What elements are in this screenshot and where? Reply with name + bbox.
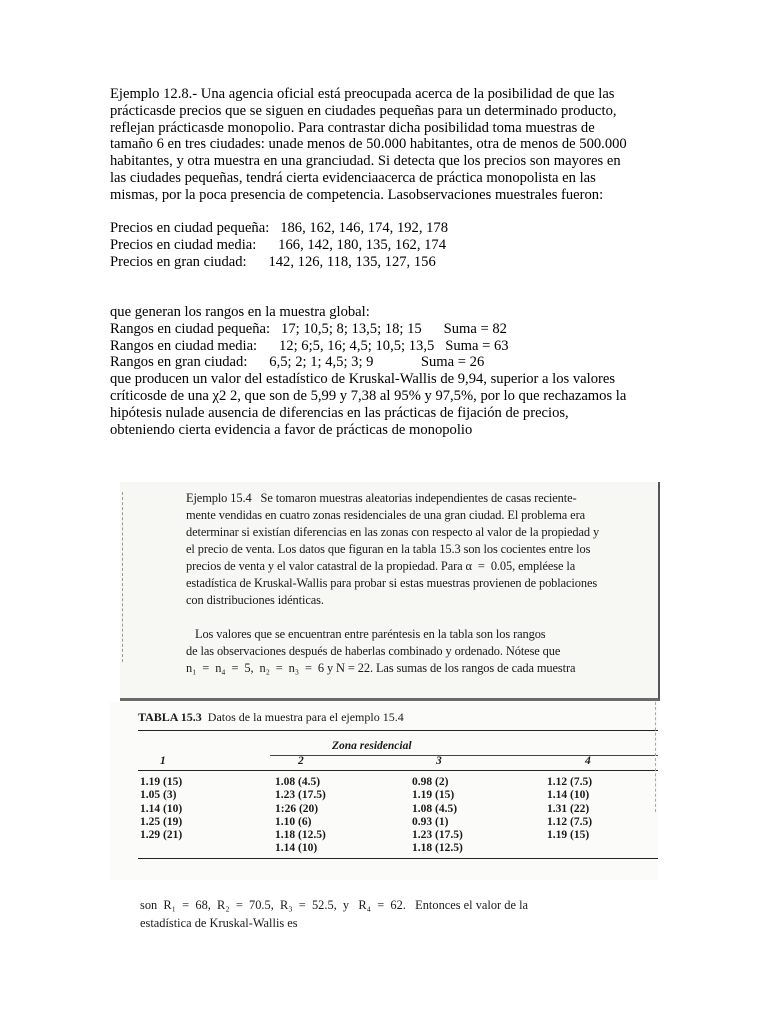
text-line: Precios en ciudad pequeña: 186, 162, 146, 174, 192, 178 xyxy=(110,220,449,236)
text-line: Rangos en gran ciudad: 6,5; 2; 1; 4,5; 3; 9 Suma = 26 xyxy=(110,354,485,371)
table-cell: 0.98 (2) xyxy=(412,776,449,788)
table-cell: 1:26 (20) xyxy=(275,802,319,815)
scan-line: de las observaciones después de haberlas combinado y ordenado. Nótese que xyxy=(186,644,561,658)
table-col-header: 2 xyxy=(298,755,304,767)
table-cell: 1.31 (22) xyxy=(547,802,590,815)
table-header-rule xyxy=(138,770,658,771)
text-line: Ejemplo 12.8.- Una agencia oficial está preocupada acerca de la posibilidad de que las xyxy=(110,86,615,102)
table-cell: 1.08 (4.5) xyxy=(275,776,321,788)
scan-line: Ejemplo 15.4 Se tomaron muestras aleatorias independientes de casas reciente- xyxy=(186,491,577,505)
intro-paragraph xyxy=(110,86,670,204)
scan-line: estadística de Kruskal-Wallis para probar si estas muestras provienen de poblaciones xyxy=(186,576,598,590)
table-col-header: 1 xyxy=(160,755,166,767)
table-column-3 xyxy=(412,776,463,856)
table-cell: 1.14 (10) xyxy=(547,789,590,802)
text-line: habitantes, y otra muestra en una granciudad. Si detecta que los precios son mayores en xyxy=(110,153,621,170)
table-cell: 0.93 (1) xyxy=(412,815,449,828)
ranks-block xyxy=(110,304,670,438)
text-line: las ciudades pequeñas, tendrá cierta evidenciaacerca de práctica monopolista en las xyxy=(110,169,596,186)
text-line: reflejan prácticasde monopolio. Para contrastar dicha posibilidad toma muestras de xyxy=(110,119,595,136)
text-line: críticosde de una χ2 2, que son de 5,99 y 7,38 al 95% y 97,5%, por lo que rechazamos la xyxy=(110,387,627,404)
scan-line: precios de venta y el valor catastral de la propiedad. Para α = 0.05, empléese la xyxy=(186,559,576,573)
table-cell: 1.29 (21) xyxy=(140,829,183,842)
scan-margin-mark xyxy=(122,492,124,662)
scan-line: el precio de venta. Los datos que figuran en la tabla 15.3 son los cocientes entre los xyxy=(186,542,591,556)
text-line: que generan los rangos en la muestra global: xyxy=(110,304,370,320)
table-group-rule xyxy=(270,755,658,756)
table-cell: 1.25 (19) xyxy=(140,815,183,828)
table-col-header: 3 xyxy=(436,755,442,767)
table-caption-label: TABLA 15.3 xyxy=(138,710,202,724)
table-cell: 1.14 (10) xyxy=(275,842,318,855)
table-column-4 xyxy=(547,776,592,842)
table-cell: 1.19 (15) xyxy=(140,776,183,788)
scan-line: son R₁ = 68, R₂ = 70.5, R₃ = 52.5, y R₄ = 62. Entonces el valor de la xyxy=(140,898,529,912)
table-cell: 1.19 (15) xyxy=(412,789,455,802)
text-line: obteniendo cierta evidencia a favor de prácticas de monopolio xyxy=(110,421,473,438)
scan-line: n₁ = n₄ = 5, n₂ = n₃ = 6 y N = 22. Las sumas de los rangos de cada muestra xyxy=(186,661,576,675)
text-line: Precios en gran ciudad: 142, 126, 118, 135, 127, 156 xyxy=(110,253,436,270)
text-line: que producen un valor del estadístico de Kruskal-Wallis de 9,94, superior a los valores xyxy=(110,371,616,388)
table-cell: 1.14 (10) xyxy=(140,802,183,815)
table-cell: 1.23 (17.5) xyxy=(275,789,326,802)
table-cell: 1.08 (4.5) xyxy=(412,802,458,815)
text-line: Rangos en ciudad pequeña: 17; 10,5; 8; 13,5; 18; 15 Suma = 82 xyxy=(110,320,507,337)
table-caption xyxy=(138,710,404,725)
table-cell: 1.05 (3) xyxy=(140,789,177,802)
table-cell: 1.19 (15) xyxy=(547,829,590,842)
scan-line: mente vendidas en cuatro zonas residenciales de una gran ciudad. El problema era xyxy=(186,508,585,522)
table-col-header: 4 xyxy=(585,755,591,767)
table-caption-text: Datos de la muestra para el ejemplo 15.4 xyxy=(207,710,404,724)
table-cell: 1.23 (17.5) xyxy=(412,829,463,842)
table-column-2 xyxy=(275,776,326,856)
text-line: hipótesis nulade ausencia de diferencias en las prácticas de fijación de precios, xyxy=(110,404,569,421)
scanned-example-image xyxy=(120,482,660,701)
text-line: Rangos en ciudad media: 12; 6;5, 16; 4,5; 10,5; 13,5 Suma = 63 xyxy=(110,337,509,354)
text-line: prácticasde precios que se siguen en ciudades pequeñas para un determinado producto, xyxy=(110,102,617,119)
table-top-rule xyxy=(138,730,658,731)
table-cell: 1.18 (12.5) xyxy=(275,829,326,842)
scan-line: determinar si existían diferencias en las zonas con respecto al valor de la propiedad y xyxy=(186,525,600,539)
prices-block xyxy=(110,220,670,270)
scan-line: estadística de Kruskal-Wallis es xyxy=(140,916,298,930)
scanned-table-image xyxy=(110,702,658,880)
text-line: mismas, por la poca presencia de competencia. Lasobservaciones muestrales fueron: xyxy=(110,186,604,203)
scan-line: Los valores que se encuentran entre paréntesis en la tabla son los rangos xyxy=(186,627,546,641)
text-line: tamaño 6 en tres ciudades: unade menos de 50.000 habitantes, otra de menos de 500.000 xyxy=(110,136,627,153)
table-cell: 1.12 (7.5) xyxy=(547,815,593,828)
scan-line: con distribuciones idénticas. xyxy=(186,593,324,607)
table-group-header: Zona residencial xyxy=(332,740,412,752)
table-bottom-rule xyxy=(138,858,658,859)
table-cell: 1.18 (12.5) xyxy=(412,842,463,855)
table-cell: 1.10 (6) xyxy=(275,815,312,828)
scanned-closing-text xyxy=(140,896,528,932)
table-column-1 xyxy=(140,776,182,842)
text-line: Precios en ciudad media: 166, 142, 180, 135, 162, 174 xyxy=(110,236,447,253)
table-cell: 1.12 (7.5) xyxy=(547,776,593,788)
scan-margin-mark xyxy=(655,702,656,812)
